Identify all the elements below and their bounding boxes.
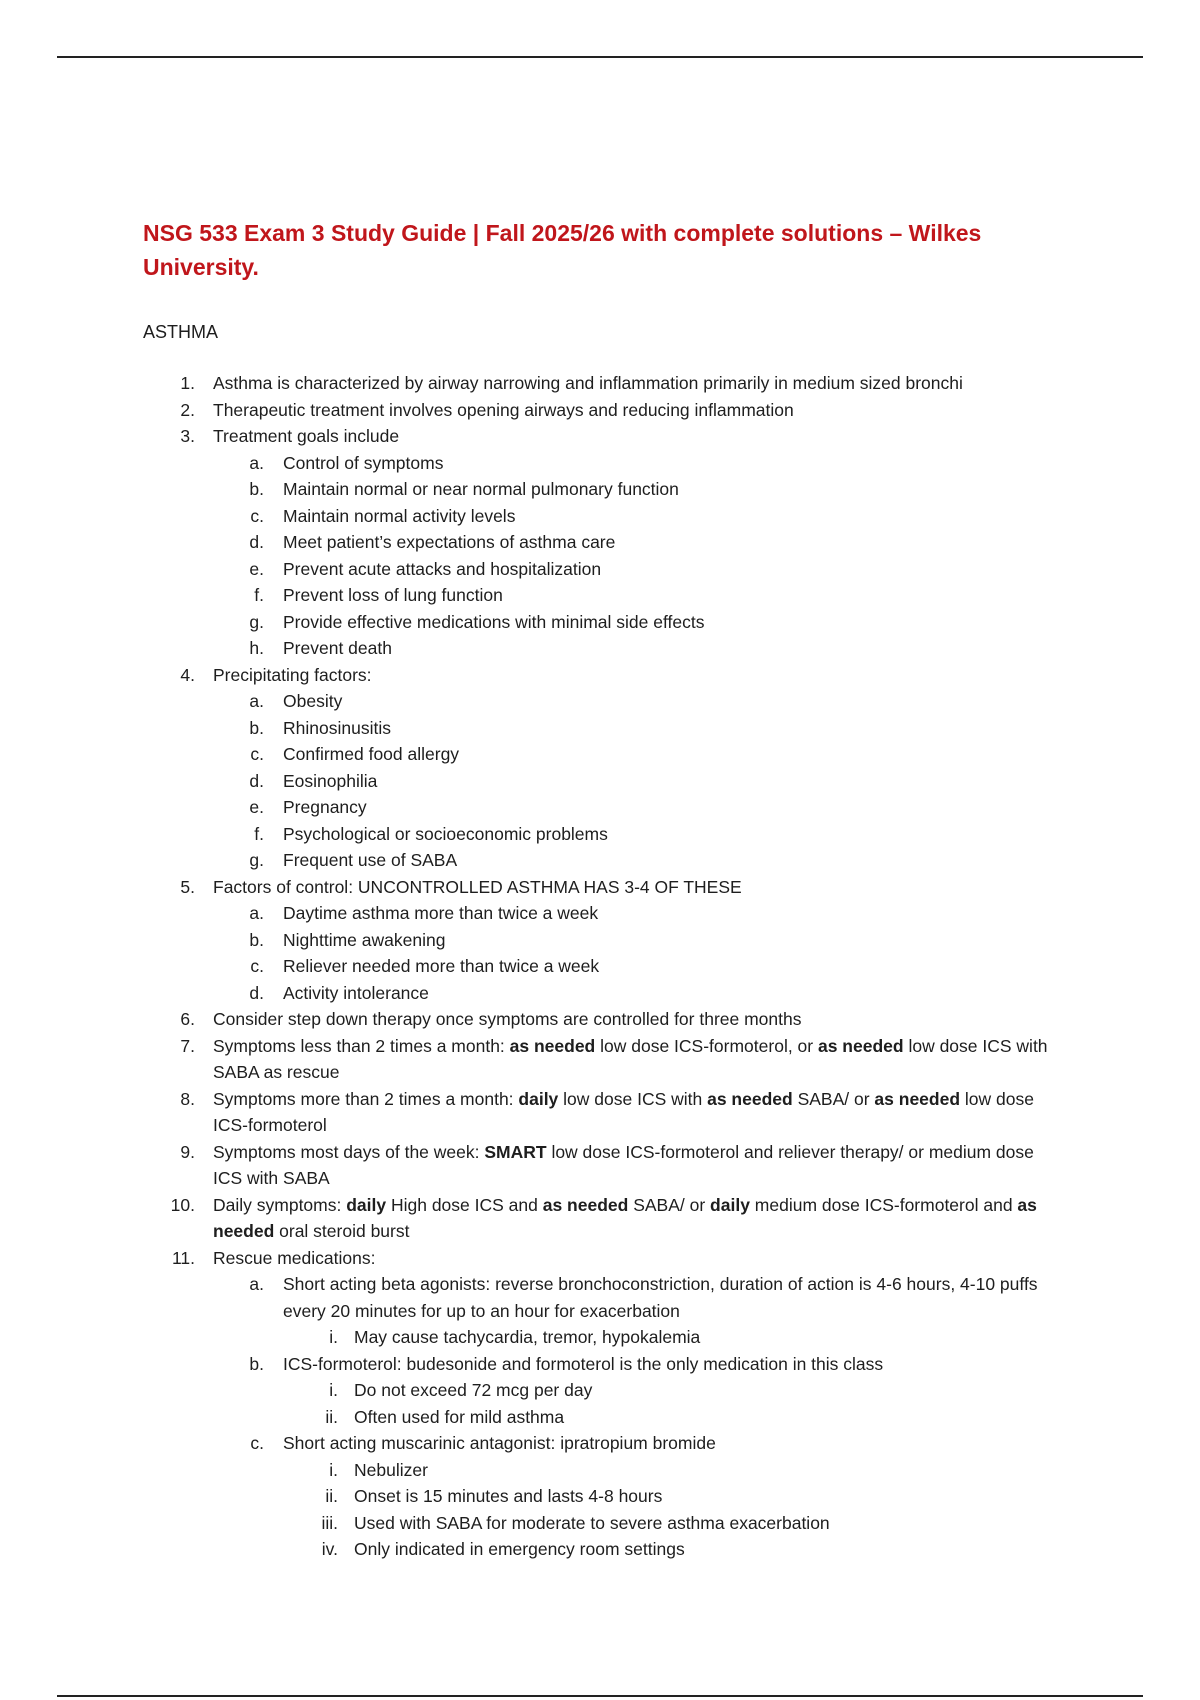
item-text: Often used for mild asthma [354, 1406, 565, 1427]
item-text: Prevent loss of lung function [283, 585, 503, 605]
bold-run: daily [710, 1194, 750, 1215]
text-run: SABA/ or [792, 1088, 875, 1109]
item-text: Eosinophilia [283, 770, 378, 791]
item-text: Control of symptoms [283, 452, 444, 473]
list-marker: 3. [180, 426, 195, 446]
list-marker: e. [249, 797, 264, 817]
list-marker: a. [249, 903, 264, 923]
list-item [0, 582, 1053, 609]
bold-run: daily [346, 1194, 387, 1215]
item-text: Psychological or socioeconomic problems [283, 823, 608, 844]
list-item [0, 927, 1053, 954]
list-item [0, 900, 1053, 927]
list-item [0, 741, 1053, 768]
list-marker: 4. [180, 664, 195, 685]
list-marker: b. [249, 717, 264, 738]
item-text: Reliever needed more than twice a week [283, 956, 600, 976]
list-item [0, 1271, 1053, 1324]
list-marker: b. [249, 929, 264, 950]
item-text: Treatment goals include [213, 426, 400, 446]
list-marker: f. [254, 585, 264, 605]
item-text: Used with SABA for moderate to severe asthma exacerbation [354, 1512, 830, 1533]
item-text: May cause tachycardia, tremor, hypokalemia [354, 1327, 701, 1347]
list-item [0, 635, 1053, 662]
study-guide-list [0, 370, 1200, 1563]
list-marker: 7. [180, 1035, 195, 1056]
list-item [0, 1006, 1053, 1033]
item-text: Activity intolerance [283, 982, 429, 1003]
item-text: Obesity [283, 691, 343, 711]
bottom-rule [57, 1695, 1143, 1697]
item-text: Asthma is characterized by airway narrowing and inflammation primarily in medium sized bronchi [213, 373, 963, 393]
list-marker: i. [329, 1380, 338, 1400]
list-marker: g. [249, 850, 264, 870]
list-item [0, 1430, 1053, 1457]
list-marker: 9. [180, 1141, 195, 1162]
list-marker: f. [254, 823, 264, 844]
list-marker: a. [249, 452, 264, 473]
item-text [213, 1089, 1034, 1136]
bold-run: as needed [213, 1194, 1037, 1241]
list-item [0, 1324, 1054, 1351]
list-marker: b. [249, 1353, 264, 1374]
list-item [0, 1192, 1053, 1245]
section-heading: ASTHMA [143, 322, 219, 342]
item-text: Provide effective medications with minimal side effects [283, 611, 705, 632]
list-item [0, 768, 1053, 795]
item-text: Prevent death [283, 638, 392, 658]
text-run: Symptoms less than 2 times a month: [213, 1035, 510, 1056]
text-run: Daily symptoms: [213, 1194, 347, 1215]
list-marker: c. [250, 505, 264, 526]
list-item [0, 609, 1053, 636]
list-marker: h. [249, 638, 264, 658]
list-marker: c. [250, 744, 264, 764]
list-marker: b. [249, 479, 264, 499]
item-text: Precipitating factors: [213, 664, 372, 685]
list-marker: i. [329, 1327, 338, 1347]
item-text: Onset is 15 minutes and lasts 4-8 hours [354, 1486, 663, 1506]
list-item [0, 1033, 1053, 1086]
item-text: Confirmed food allergy [283, 744, 460, 764]
bold-run: daily [518, 1088, 559, 1109]
list-marker: e. [249, 558, 264, 579]
item-text: Rhinosinusitis [283, 717, 391, 738]
list-marker: d. [249, 982, 264, 1003]
list-marker: iv. [321, 1539, 338, 1559]
list-marker: 11. [171, 1247, 195, 1268]
list-item [0, 980, 1053, 1007]
list-marker: 5. [180, 876, 195, 897]
bold-run: as needed [817, 1035, 904, 1056]
text-run: low dose ICS with SABA as rescue [213, 1035, 1048, 1082]
text-run: High dose ICS and [386, 1194, 543, 1215]
item-text: Short acting beta agonists: reverse bronchoconstriction, duration of action is 4-6 hours, 4-10 puffs every 20 minutes for up to an hour for exacerbation [283, 1274, 1038, 1321]
top-rule [57, 56, 1143, 58]
text-run: low dose ICS with [558, 1088, 708, 1109]
item-text [213, 1036, 1048, 1083]
list-item [0, 450, 1053, 477]
list-item [0, 874, 1053, 901]
item-text: Pregnancy [283, 797, 367, 817]
item-text: Only indicated in emergency room settings [354, 1539, 685, 1559]
list-marker: 1. [180, 373, 195, 393]
list-item [0, 1457, 1054, 1484]
list-item [0, 688, 1053, 715]
list-item [0, 953, 1053, 980]
text-run: low dose ICS-formoterol and reliever therapy/ or medium dose ICS with SABA [213, 1141, 1034, 1188]
text-run: medium dose ICS-formoterol and [749, 1194, 1018, 1215]
text-run: Symptoms more than 2 times a month: [213, 1088, 519, 1109]
list-item [0, 1351, 1053, 1378]
list-item [0, 1510, 1054, 1537]
list-marker: ii. [325, 1406, 338, 1427]
list-marker: d. [249, 532, 264, 552]
document-title: NSG 533 Exam 3 Study Guide | Fall 2025/26 with complete solutions – Wilkes University. [143, 220, 982, 280]
list-marker: ii. [325, 1486, 338, 1506]
item-text: Nebulizer [354, 1459, 428, 1480]
item-text [213, 1142, 1034, 1189]
item-text: Maintain normal activity levels [283, 505, 516, 526]
list-marker: 8. [180, 1088, 195, 1109]
text-run: SABA/ or [628, 1194, 711, 1215]
list-marker: a. [249, 691, 264, 711]
list-marker: 2. [180, 399, 195, 420]
list-item [0, 715, 1053, 742]
list-item [0, 1536, 1054, 1563]
list-marker: iii. [321, 1512, 338, 1533]
text-run: low dose ICS-formoterol, or [595, 1035, 818, 1056]
list-item [0, 476, 1053, 503]
list-item [0, 662, 1053, 689]
list-marker: c. [250, 956, 264, 976]
item-text: Do not exceed 72 mcg per day [354, 1380, 593, 1400]
bold-run: as needed [874, 1088, 961, 1109]
item-text: Factors of control: UNCONTROLLED ASTHMA HAS 3-4 OF THESE [213, 876, 742, 897]
item-text: Consider step down therapy once symptoms are controlled for three months [213, 1009, 802, 1029]
bold-run: as needed [509, 1035, 596, 1056]
list-marker: 6. [180, 1009, 195, 1029]
bold-run: as needed [542, 1194, 629, 1215]
item-text: Therapeutic treatment involves opening airways and reducing inflammation [213, 399, 794, 420]
list-item [0, 1377, 1054, 1404]
list-marker: i. [329, 1459, 338, 1480]
list-item [0, 556, 1053, 583]
list-item [0, 847, 1053, 874]
item-text: Daytime asthma more than twice a week [283, 903, 599, 923]
bold-run: as needed [707, 1088, 793, 1109]
item-text: Rescue medications: [213, 1247, 376, 1268]
list-marker: c. [250, 1433, 264, 1453]
item-text: Frequent use of SABA [283, 850, 458, 870]
item-text: Maintain normal or near normal pulmonary function [283, 479, 679, 499]
list-marker: d. [249, 770, 264, 791]
bold-run: SMART [484, 1141, 547, 1162]
item-text: Prevent acute attacks and hospitalization [283, 558, 602, 579]
list-item [0, 1245, 1053, 1272]
list-item [0, 1404, 1054, 1431]
list-item [0, 423, 1053, 450]
text-run: oral steroid burst [274, 1221, 410, 1241]
item-text: Nighttime awakening [283, 929, 446, 950]
list-item [0, 529, 1053, 556]
list-marker: a. [249, 1274, 264, 1294]
item-text: Short acting muscarinic antagonist: ipratropium bromide [283, 1433, 716, 1453]
item-text: ICS-formoterol: budesonide and formoterol is the only medication in this class [283, 1353, 884, 1374]
text-run: low dose ICS-formoterol [213, 1088, 1034, 1135]
item-text [213, 1195, 1037, 1242]
list-item [0, 1139, 1053, 1192]
list-item [0, 503, 1053, 530]
item-text: Meet patient’s expectations of asthma care [283, 532, 616, 552]
list-item [0, 794, 1053, 821]
list-item [0, 1086, 1053, 1139]
list-marker: g. [249, 611, 264, 632]
list-item [0, 397, 1053, 424]
list-item [0, 821, 1053, 848]
list-item [0, 370, 1053, 397]
text-run: Symptoms most days of the week: [213, 1141, 485, 1162]
list-marker: 10. [170, 1194, 195, 1215]
list-item [0, 1483, 1054, 1510]
